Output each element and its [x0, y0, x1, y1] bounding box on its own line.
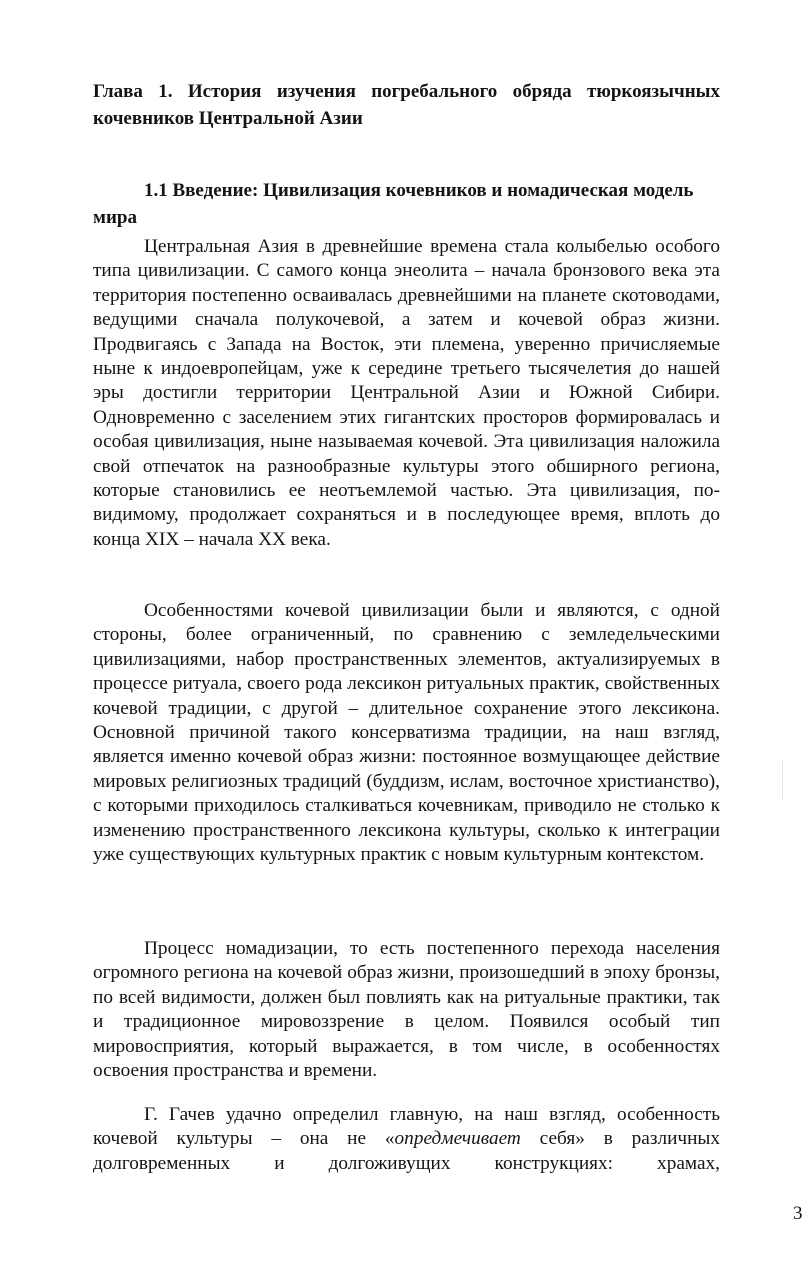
document-page: [93, 0, 803, 1265]
paragraph-4-emphasis: опредмечивает: [394, 1128, 521, 1150]
paragraph-3: Процесс номадизации, то есть постепенного перехода населения огромного региона на кочевой образ жизни, произошедший в эпоху бронзы, по всей видимости, должен был повлиять как на ритуальные практики, так и традиционное мировоззрение в целом. Появился особый тип мировосприятия, который выражается, в том числе, в особенностях освоения пространства и времени.: [93, 938, 720, 1082]
page-number: 3: [793, 1203, 803, 1224]
paragraph-4: [93, 1103, 720, 1176]
scan-edge-mark: [782, 760, 783, 800]
paragraph-4-text-after: себя» в различных долговременных и долгоживущих конструкциях: храмах,: [93, 1128, 721, 1174]
paragraph-4-text-before: Г. Гачев удачно определил главную, на наш взгляд, особенность кочевой культуры – она не «: [93, 1104, 720, 1150]
chapter-title: Глава 1. История изучения погребального обряда тюркоязычных кочевников Центральной Азии: [93, 81, 720, 129]
paragraph-1: Центральная Азия в древнейшие времена стала колыбелью особого типа цивилизации. С самого конца энеолита – начала бронзового века эта территория постепенно осваивалась древнейшими на планете скотоводами, ведущими сначала полукочевой, а затем и кочевой образ жизни. Продвигаясь с Запада на Восток, эти племена, уверенно причисляемые ныне к индоевропейцам, уже к середине третьего тысячелетия до нашей эры достигли территории Центральной Азии и Южной Сибири. Одновременно с заселением этих гигантских просторов формировалась и особая цивилизация, ныне называемая кочевой. Эта цивилизация наложила свой отпечаток на разнообразные культуры этого обширного региона, которые становились ее неотъемлемой частью. Эта цивилизация, по-видимому, продолжает сохраняться и в последующее время, вплоть до конца XIX – начала XX века.: [93, 236, 720, 550]
section-title: 1.1 Введение: Цивилизация кочевников и номадическая модель мира: [93, 180, 694, 228]
paragraph-2: Особенностями кочевой цивилизации были и являются, с одной стороны, более ограниченный, по сравнению с земледельческими цивилизациями, набор пространственных элементов, актуализируемых в процессе ритуала, своего рода лексикон ритуальных практик, свойственных кочевой традиции, с другой – длительное сохранение этого лексикона. Основной причиной такого консерватизма традиции, на наш взгляд, является именно кочевой образ жизни: постоянное возмущающее действие мировых религиозных традиций (буддизм, ислам, восточное христианство), с которыми приходилось сталкиваться кочевникам, приводило не столько к изменению пространственного лексикона культуры, сколько к интеграции уже существующих культурных практик с новым культурным контекстом.: [93, 600, 720, 866]
